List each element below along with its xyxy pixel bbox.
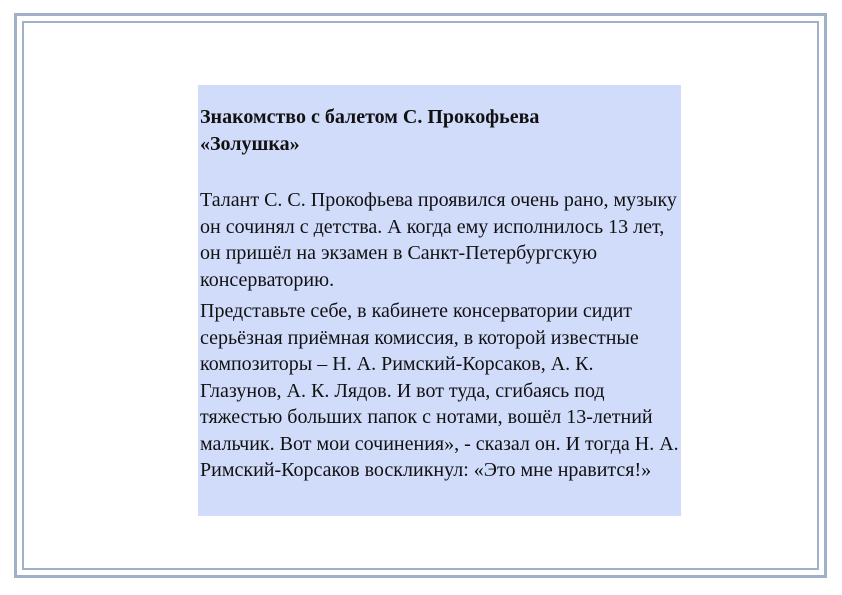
document-title — [200, 104, 679, 158]
title-line-1: Знакомство с балетом С. Прокофьева — [200, 106, 540, 128]
paragraph-1: Талант С. С. Прокофьева проявился очень рано, музыку он сочинял с детства. А когда ему исполнилось 13 лет, он пришёл на экзамен в Санкт-Петербургскую консерваторию. — [200, 189, 677, 291]
paragraph-2: Представьте себе, в кабинете консерватории сидит серьёзная приёмная комиссия, в которой известные композиторы – Н. А. Римский-Корсаков, А. К. Глазунов, А. К. Лядов. И вот туда, сгибаясь под тяжестью больших папок с нотами, вошёл 13-летний мальчик. Вот мои сочинения», - сказал он. И тогда Н. А. Римский-Корсаков воскликнул: «Это мне нравится!» — [200, 300, 679, 481]
title-line-2: «Золушка» — [200, 133, 300, 155]
text-box — [198, 85, 681, 516]
